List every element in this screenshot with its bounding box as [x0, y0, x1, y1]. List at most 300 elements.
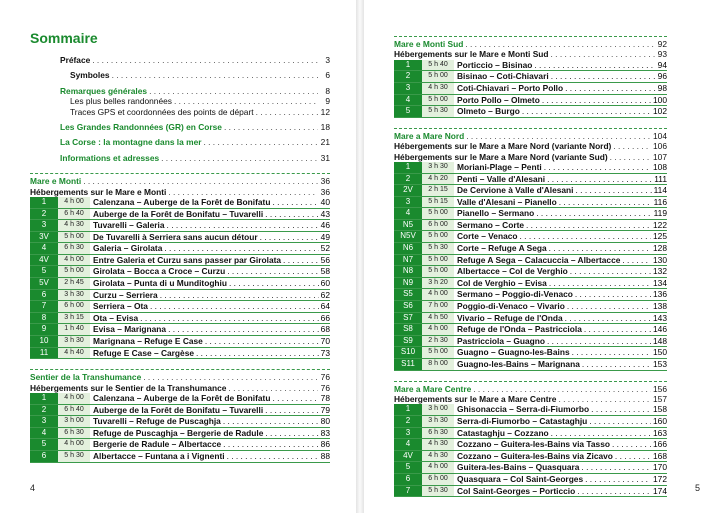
- stage-duration: 3 h 00: [58, 416, 90, 427]
- stage-row[interactable]: [394, 71, 667, 83]
- stage-row[interactable]: [30, 336, 330, 348]
- page-ref: 83: [320, 427, 330, 438]
- stage-number: 4V: [394, 451, 422, 462]
- dot-leader: [196, 348, 319, 359]
- stage-name: Ota – Evisa: [93, 312, 139, 323]
- toc-entry-text: Informations et adresses: [60, 152, 160, 163]
- toc-entry[interactable]: [60, 55, 330, 65]
- stage-duration: 5 h 00: [422, 255, 454, 266]
- stage-row[interactable]: [394, 486, 667, 498]
- section-header: [30, 369, 330, 393]
- stage-number: N7: [394, 255, 422, 266]
- section-subtitle-text: Hébergements sur le Sentier de la Transhumance: [30, 382, 227, 393]
- page-ref: 114: [653, 185, 667, 196]
- dot-leader: [547, 174, 652, 185]
- toc-entry[interactable]: [60, 153, 330, 163]
- stage-duration: 5 h 30: [422, 486, 454, 497]
- dot-leader: [591, 404, 651, 415]
- route-section: [394, 381, 667, 498]
- page-ref: 111: [654, 173, 667, 184]
- page-ref: 136: [653, 289, 667, 300]
- stage-row[interactable]: [30, 220, 330, 232]
- stage-row[interactable]: [394, 83, 667, 95]
- stage-duration: 5 h 40: [422, 60, 454, 71]
- stage-duration: 4 h 00: [58, 393, 90, 404]
- stage-row[interactable]: [394, 301, 667, 313]
- stage-name: Refuge E Case – Cargèse: [93, 347, 195, 358]
- page-ref: 88: [320, 450, 330, 461]
- dot-leader: [168, 187, 318, 197]
- stage-number: 5V: [30, 278, 58, 289]
- route-section: [394, 128, 667, 371]
- stage-row[interactable]: [30, 451, 330, 463]
- page-ref: 40: [320, 196, 330, 207]
- stage-duration: 3 h 30: [58, 290, 90, 301]
- stage-row[interactable]: [30, 278, 330, 290]
- stage-name: Moriani-Plage – Penti: [457, 161, 542, 172]
- page-ref: 98: [657, 82, 667, 93]
- dot-leader: [265, 405, 319, 416]
- page-ref: 80: [320, 416, 330, 427]
- page-ref: 146: [653, 324, 667, 335]
- section-subtitle-text: Hébergements sur le Mare e Monti: [30, 186, 167, 197]
- stage-number: N5V: [394, 231, 422, 242]
- stage-duration: 5 h 00: [58, 266, 90, 277]
- dot-leader: [551, 49, 655, 59]
- stage-duration: 3 h 20: [422, 278, 454, 289]
- dot-leader: [615, 451, 651, 462]
- toc-entry-text: Remarques générales: [60, 85, 148, 96]
- page-ref: 86: [320, 439, 330, 450]
- stage-number: S11: [394, 359, 422, 370]
- stage-row[interactable]: [30, 243, 330, 255]
- stage-duration: 6 h 00: [422, 474, 454, 485]
- stage-name: Sermano – Poggio-di-Venaco: [457, 289, 573, 300]
- stage-name: Albertacce – Col de Verghio: [457, 266, 568, 277]
- stage-number: 2: [394, 174, 422, 185]
- stage-duration: 4 h 00: [58, 439, 90, 450]
- dot-leader: [83, 176, 318, 186]
- stage-name: Olmeto – Burgo: [457, 106, 520, 117]
- section-header: [394, 381, 667, 405]
- left-page: [0, 0, 356, 513]
- page-ref: 18: [320, 121, 330, 132]
- stage-row[interactable]: [394, 462, 667, 474]
- page-ref: 119: [653, 208, 667, 219]
- stage-duration: 4 h 00: [422, 462, 454, 473]
- page-ref: 36: [320, 176, 330, 187]
- stage-duration: 6 h 30: [58, 243, 90, 254]
- page-ref: 153: [653, 359, 667, 370]
- stage-row[interactable]: [30, 324, 330, 336]
- dot-leader: [265, 209, 319, 220]
- stage-duration: 4 h 00: [422, 324, 454, 335]
- stage-number: 1: [394, 60, 422, 71]
- page-ref: 122: [653, 219, 667, 230]
- toc-entry-text: Préface: [60, 55, 91, 65]
- stage-name: Corte – Refuge A Sega: [457, 243, 547, 254]
- stage-duration: 5 h 00: [422, 95, 454, 106]
- page-ref: 21: [320, 137, 330, 148]
- stage-number: 4: [30, 428, 58, 439]
- stage-row[interactable]: [30, 255, 330, 267]
- page-ref: 100: [653, 94, 667, 105]
- dot-leader: [149, 86, 318, 96]
- stage-duration: 3 h 00: [422, 404, 454, 415]
- dot-leader: [161, 153, 318, 163]
- page-ref: 43: [320, 208, 330, 219]
- route-section: [394, 36, 667, 118]
- stage-duration: 4 h 20: [422, 174, 454, 185]
- toc-entry-text: Les plus belles randonnées: [70, 96, 172, 107]
- dot-leader: [589, 416, 651, 427]
- stage-name: Refuge de Puscaghja – Bergerie de Radule: [93, 427, 264, 438]
- stage-duration: 5 h 15: [422, 197, 454, 208]
- stage-duration: 2 h 30: [422, 336, 454, 347]
- page-ref: 70: [320, 336, 330, 347]
- section-subtitle[interactable]: [394, 394, 667, 404]
- dot-leader: [549, 278, 651, 289]
- stage-number: S6: [394, 301, 422, 312]
- stage-duration: 5 h 00: [422, 347, 454, 358]
- stage-duration: 1 h 40: [58, 324, 90, 335]
- stage-duration: 6 h 40: [58, 209, 90, 220]
- toc-left: [30, 55, 330, 463]
- section-title[interactable]: [30, 372, 330, 382]
- page-ref: 104: [653, 130, 667, 141]
- stage-row[interactable]: [394, 428, 667, 440]
- stage-number: 1: [394, 162, 422, 173]
- stage-name: Col Saint-Georges – Porticcio: [457, 485, 576, 496]
- stage-row[interactable]: [30, 439, 330, 451]
- section-subtitle-text: Hébergements sur le Mare a Mare Centre: [394, 394, 557, 404]
- stage-row[interactable]: [394, 347, 667, 359]
- stage-number: N6: [394, 243, 422, 254]
- dot-leader: [551, 428, 651, 439]
- page-ref: 62: [320, 289, 330, 300]
- stage-number: 1: [30, 393, 58, 404]
- dot-leader: [465, 39, 655, 49]
- stage-row[interactable]: [394, 289, 667, 301]
- toc-entry[interactable]: [60, 122, 330, 132]
- stage-duration: 6 h 30: [422, 428, 454, 439]
- stage-row[interactable]: [394, 231, 667, 243]
- stage-number: 6: [30, 290, 58, 301]
- page-number-right: 5: [694, 483, 700, 493]
- section-title[interactable]: [394, 39, 667, 49]
- section-subtitle[interactable]: [30, 383, 330, 393]
- toc-entry[interactable]: [60, 107, 330, 117]
- stage-name: Penti – Valle d'Alesani: [457, 173, 546, 184]
- stage-name: Vivario – Refuge de l'Onda: [457, 312, 563, 323]
- stage-row[interactable]: [30, 266, 330, 278]
- stage-number: 4: [394, 439, 422, 450]
- stage-row[interactable]: [30, 348, 330, 360]
- stage-row[interactable]: [394, 185, 667, 197]
- section-header: [394, 36, 667, 60]
- dot-leader: [140, 313, 319, 324]
- stage-duration: 6 h 00: [422, 220, 454, 231]
- dot-leader: [112, 70, 318, 80]
- stage-name: Serriera – Ota: [93, 301, 148, 312]
- section-subtitle[interactable]: [394, 49, 667, 59]
- dot-leader: [229, 278, 319, 289]
- stage-row[interactable]: [30, 393, 330, 405]
- stage-duration: 3 h 30: [58, 336, 90, 347]
- toc-entry[interactable]: [60, 70, 330, 80]
- stage-row[interactable]: [394, 359, 667, 371]
- section-subtitle[interactable]: [394, 152, 667, 162]
- section-subtitle-text: Hébergements sur le Mare e Monti Sud: [394, 49, 549, 60]
- stage-name: Ghisonaccia – Serra-di-Fiumorbo: [457, 404, 590, 415]
- stage-row[interactable]: [394, 474, 667, 486]
- page-ref: 31: [320, 152, 330, 163]
- section-header: [394, 128, 667, 162]
- stage-row[interactable]: [394, 266, 667, 278]
- stage-row[interactable]: [394, 106, 667, 118]
- stage-name: Coti-Chiavari – Porto Pollo: [457, 82, 564, 93]
- stage-number: 11: [30, 348, 58, 359]
- page-ref: 174: [653, 485, 667, 496]
- dot-leader: [168, 324, 319, 335]
- stage-number: 4: [30, 243, 58, 254]
- stage-number: 4: [394, 95, 422, 106]
- dot-leader: [223, 439, 319, 450]
- toc-entry-text: Traces GPS et coordonnées des points de départ: [70, 106, 254, 117]
- stage-number: S9: [394, 336, 422, 347]
- page-ref: 166: [653, 439, 667, 450]
- dot-leader: [610, 152, 651, 162]
- stage-number: S8: [394, 324, 422, 335]
- stage-number: 5: [394, 462, 422, 473]
- stage-number: 7: [394, 486, 422, 497]
- dot-leader: [223, 416, 319, 427]
- page-ref: 172: [653, 473, 667, 484]
- stage-name: Calenzana – Auberge de la Forêt de Bonifatu: [93, 393, 271, 403]
- dot-leader: [567, 301, 651, 312]
- stage-row[interactable]: [30, 290, 330, 302]
- stage-number: 5: [30, 266, 58, 277]
- section-title[interactable]: [30, 176, 330, 186]
- dot-leader: [466, 131, 651, 141]
- stage-row[interactable]: [30, 405, 330, 417]
- dot-leader: [92, 55, 318, 65]
- stage-name: Refuge de l'Onda – Pastricciola: [457, 324, 582, 335]
- page-ref: 107: [653, 151, 667, 162]
- stage-row[interactable]: [30, 209, 330, 221]
- stage-name: De Cervione à Valle d'Alesani: [457, 185, 574, 196]
- stage-duration: 6 h 00: [58, 301, 90, 312]
- stage-name: Entre Galeria et Curzu sans passer par Girolata: [93, 254, 282, 265]
- dot-leader: [160, 290, 319, 301]
- stage-duration: 5 h 00: [422, 208, 454, 219]
- stage-number: 2: [394, 71, 422, 82]
- stage-name: Girolata – Bocca a Croce – Curzu: [93, 266, 226, 277]
- dot-leader: [224, 122, 318, 132]
- stage-name: Porticcio – Bisinao: [457, 59, 533, 70]
- stage-row[interactable]: [394, 439, 667, 451]
- dot-leader: [542, 95, 651, 106]
- dot-leader: [582, 359, 651, 370]
- section-subtitle[interactable]: [30, 187, 330, 197]
- stage-name: Valle d'Alesani – Pianello: [457, 196, 557, 207]
- dot-leader: [585, 474, 651, 485]
- page-ref: 8: [325, 85, 330, 96]
- dot-leader: [520, 231, 652, 242]
- stage-row[interactable]: [30, 313, 330, 325]
- section-subtitle[interactable]: [394, 141, 667, 151]
- page-ref: 92: [657, 39, 667, 49]
- dot-leader: [612, 439, 651, 450]
- section-subtitle-text: Hébergements sur le Mare a Mare Nord (variante Nord): [394, 141, 612, 152]
- book-gutter: [356, 0, 364, 513]
- page-ref: 52: [320, 243, 330, 254]
- stage-duration: 5 h 30: [422, 243, 454, 254]
- stage-row[interactable]: [394, 220, 667, 232]
- dot-leader: [526, 220, 651, 231]
- stage-row[interactable]: [30, 197, 330, 209]
- stage-row[interactable]: [30, 416, 330, 428]
- section-title-text: Mare e Monti: [30, 176, 82, 187]
- dot-leader: [272, 393, 318, 404]
- page-ref: 138: [653, 301, 667, 312]
- toc-entry-text: Symboles: [70, 70, 110, 81]
- stage-number: N8: [394, 266, 422, 277]
- page-ref: 79: [320, 404, 330, 415]
- stage-name: Girolata – Punta di u Munditoghiu: [93, 278, 227, 289]
- dot-leader: [534, 60, 655, 71]
- dot-leader: [283, 255, 319, 266]
- section-title[interactable]: [394, 131, 667, 141]
- page-ref: 130: [653, 254, 667, 265]
- stage-row[interactable]: [394, 208, 667, 220]
- stage-row[interactable]: [30, 428, 330, 440]
- stage-row[interactable]: [394, 243, 667, 255]
- page-ref: 64: [320, 301, 330, 312]
- page-ref: 132: [653, 266, 667, 277]
- page-ref: 93: [657, 49, 667, 60]
- section-title-text: Sentier de la Transhumance: [30, 372, 142, 383]
- stage-row[interactable]: [394, 197, 667, 209]
- stage-row[interactable]: [394, 404, 667, 416]
- page-ref: 68: [320, 324, 330, 335]
- stage-number: 9: [30, 324, 58, 335]
- stage-row[interactable]: [394, 278, 667, 290]
- page-title: Sommaire: [30, 30, 98, 46]
- stage-number: N9: [394, 278, 422, 289]
- page-ref: 12: [320, 106, 330, 117]
- page-ref: 58: [320, 266, 330, 277]
- stage-name: Guitera-les-Bains – Quasquara: [457, 462, 580, 473]
- stage-number: 3: [394, 428, 422, 439]
- stage-row[interactable]: [394, 313, 667, 325]
- page-ref: 108: [653, 161, 667, 172]
- dot-leader: [265, 428, 318, 439]
- stage-row[interactable]: [394, 95, 667, 107]
- section-subtitle-text: Hébergements sur le Mare a Mare Nord (variante Sud): [394, 151, 608, 162]
- stage-number: S5: [394, 289, 422, 300]
- page-ref: 36: [320, 186, 330, 197]
- stage-duration: 5 h 00: [422, 266, 454, 277]
- stage-name: Pastricciola – Guagno: [457, 335, 545, 346]
- page-ref: 125: [653, 231, 667, 242]
- dot-leader: [558, 394, 651, 404]
- stage-name: Quasquara – Col Saint-Georges: [457, 473, 584, 484]
- page-ref: 102: [653, 106, 667, 117]
- page-ref: 76: [320, 372, 330, 383]
- page-ref: 160: [653, 415, 667, 426]
- stage-duration: 4 h 00: [422, 289, 454, 300]
- page-ref: 148: [653, 335, 667, 346]
- stage-duration: 4 h 50: [422, 313, 454, 324]
- stage-row[interactable]: [394, 162, 667, 174]
- dot-leader: [260, 232, 319, 243]
- stage-number: 5: [394, 106, 422, 117]
- stage-duration: 6 h 40: [58, 405, 90, 416]
- stage-number: 1: [30, 197, 58, 208]
- dot-leader: [544, 162, 651, 173]
- stage-row[interactable]: [394, 60, 667, 72]
- stage-number: N5: [394, 220, 422, 231]
- dot-leader: [549, 243, 651, 254]
- dot-leader: [559, 197, 652, 208]
- stage-name: Corte – Venaco: [457, 231, 518, 242]
- stage-row[interactable]: [394, 174, 667, 186]
- stage-duration: 5 h 30: [58, 451, 90, 462]
- dot-leader: [565, 83, 656, 94]
- stage-name: Cozzano – Guitera-les-Bains via Zicavo: [457, 450, 613, 461]
- page-ref: 6: [325, 70, 330, 81]
- section-title-text: Mare a Mare Centre: [394, 383, 472, 394]
- stage-row[interactable]: [394, 255, 667, 267]
- stage-duration: 2 h 15: [422, 185, 454, 196]
- stage-number: 8: [30, 313, 58, 324]
- dot-leader: [622, 255, 651, 266]
- stage-row[interactable]: [394, 336, 667, 348]
- stage-duration: 5 h 00: [422, 71, 454, 82]
- stage-number: S7: [394, 313, 422, 324]
- section-title[interactable]: [394, 384, 667, 394]
- stage-name: Galeria – Girolata: [93, 243, 163, 254]
- stage-duration: 6 h 30: [58, 428, 90, 439]
- stage-name: Auberge de la Forêt de Bonifatu – Tuvarelli: [93, 208, 264, 219]
- stage-duration: 4 h 30: [422, 439, 454, 450]
- stage-number: 3: [394, 197, 422, 208]
- stage-row[interactable]: [30, 301, 330, 313]
- stage-row[interactable]: [394, 324, 667, 336]
- stage-row[interactable]: [394, 416, 667, 428]
- toc-entry[interactable]: [60, 86, 330, 96]
- toc-entry-text: Les Grandes Randonnées (GR) en Corse: [60, 121, 222, 132]
- toc-entry[interactable]: [60, 96, 330, 106]
- stage-name: Pianello – Sermano: [457, 208, 535, 219]
- stage-duration: 4 h 30: [58, 220, 90, 231]
- stage-row[interactable]: [30, 232, 330, 244]
- stage-number: 2V: [394, 185, 422, 196]
- toc-entry[interactable]: [60, 137, 330, 147]
- toc-right: [394, 36, 667, 497]
- stage-number: 1: [394, 404, 422, 415]
- stage-name: Bisinao – Coti-Chiavari: [457, 71, 549, 82]
- dot-leader: [565, 313, 651, 324]
- stage-number: 2: [30, 405, 58, 416]
- stage-name: Evisa – Marignana: [93, 324, 167, 335]
- stage-row[interactable]: [394, 451, 667, 463]
- dot-leader: [536, 208, 651, 219]
- dot-leader: [473, 384, 651, 394]
- stage-name: Catastaghju – Cozzano: [457, 427, 549, 438]
- page-ref: 94: [657, 59, 667, 70]
